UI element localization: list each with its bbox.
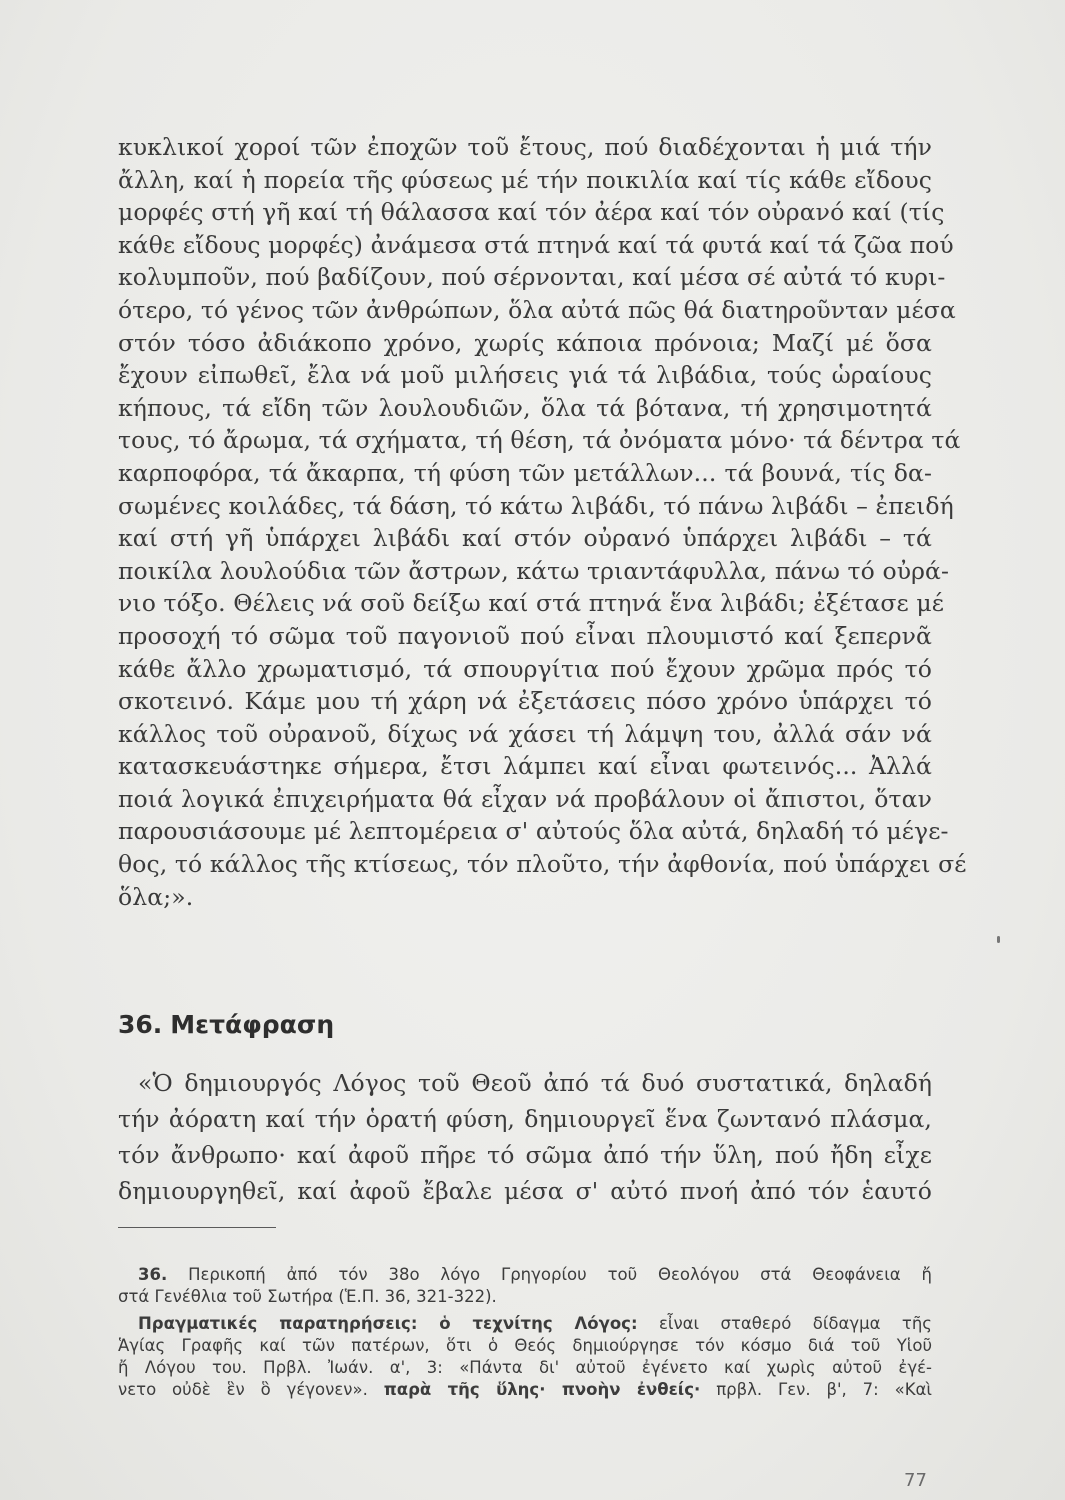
text-line: κήπους, τά εἴδη τῶν λουλουδιῶν, ὅλα τά βότανα, τή χρησιμοτητά: [118, 393, 932, 422]
footnote-text: πρβλ. Γεν. β', 7: «Καὶ: [716, 1380, 933, 1400]
footnotes: [118, 1264, 932, 1402]
footnote-line: στά Γενέθλια τοῦ Σωτήρα (Ἑ.Π. 36, 321-322).: [118, 1287, 497, 1307]
text-line: κάθε εἴδους μορφές) ἀνάμεσα στά πτηνά καί τά φυτά καί τά ζῶα πού: [118, 230, 954, 259]
text-line: ὅλα;».: [118, 882, 194, 911]
text-line: καρποφόρα, τά ἄκαρπα, τή φύση τῶν μετάλλων... τά βουνά, τίς δα-: [118, 458, 932, 487]
text-line: καί στή γῆ ὑπάρχει λιβάδι καί στόν οὐρανό ὑπάρχει λιβάδι – τά: [118, 524, 932, 553]
text-line: προσοχή τό σῶμα τοῦ παγονιοῦ πού εἶναι πλουμιστό καί ξεπερνᾶ: [118, 621, 932, 650]
text-line: τους, τό ἄρωμα, τά σχήματα, τή θέση, τά ὀνόματα μόνο· τά δέντρα τά: [118, 426, 961, 455]
text-line: ἄλλη, καί ἡ πορεία τῆς φύσεως μέ τήν ποικιλία καί τίς κάθε εἴδους: [118, 165, 932, 194]
text-line: νιο τόξο. Θέλεις νά σοῦ δείξω καί στά πτηνά ἕνα λιβάδι; ἐξέτασε μέ: [118, 589, 944, 618]
text-line: ποιά λογικά ἐπιχειρήματα θά εἶχαν νά προβάλουν οἱ ἄπιστοι, ὅταν: [118, 784, 932, 813]
page-number: 77: [904, 1470, 927, 1491]
text-line: σκοτεινό. Κάμε μου τή χάρη νά ἐξετάσεις πόσο χρόνο ὑπάρχει τό: [118, 687, 932, 716]
footnote-line: [118, 1264, 932, 1286]
footnote-text: Περικοπή ἀπό τόν 38ο λόγο Γρηγορίου τοῦ Θεολόγου στά Θεοφάνεια ἤ: [188, 1265, 932, 1284]
footnote-bold: παρὰ τῆς ὕλης· πνοὴν ἐνθείς·: [383, 1380, 701, 1400]
text-line: τόν ἄνθρωπο· καί ἀφοῦ πῆρε τό σῶμα ἀπό τήν ὕλη, πού ἤδη εἶχε: [118, 1141, 932, 1169]
text-line: κατασκευάστηκε σήμερα, ἔτσι λάμπει καί εἶναι φωτεινός... Ἀλλά: [118, 752, 932, 781]
footnote-number: 36.: [138, 1265, 168, 1284]
text-line: μορφές στή γῆ καί τή θάλασσα καί τόν ἀέρα καί τόν οὐρανό καί (τίς: [118, 198, 945, 227]
footnote-line: [118, 1313, 932, 1335]
translation-text: [118, 1065, 932, 1209]
text-line: σωμένες κοιλάδες, τά δάση, τό κάτω λιβάδι, τό πάνω λιβάδι – ἐπειδή: [118, 491, 954, 520]
footnote-text: εἶναι σταθερό δίδαγμα τῆς: [658, 1313, 932, 1333]
section-number: 36.: [118, 1010, 163, 1039]
section-heading: [118, 1010, 334, 1039]
footnote-text: νετο οὐδὲ ἓν ὃ γέγονεν».: [118, 1380, 368, 1400]
text-line: ότερο, τό γένος τῶν ἀνθρώπων, ὅλα αὐτά πῶς θά διατηροῦνταν μέσα: [118, 295, 956, 324]
print-speck: [997, 936, 1000, 943]
text-line: κάθε ἄλλο χρωματισμό, τά σπουργίτια πού ἔχουν χρῶμα πρός τό: [118, 654, 932, 683]
text-line: τήν ἀόρατη καί τήν ὁρατή φύση, δημιουργεῖ ἕνα ζωντανό πλάσμα,: [118, 1105, 932, 1133]
body-text: [118, 131, 967, 913]
footnote-bold: Πραγματικές παρατηρήσεις: ὁ τεχνίτης Λόγος:: [138, 1313, 638, 1333]
footnote-line: [118, 1379, 932, 1401]
text-line: θος, τό κάλλος τῆς κτίσεως, τόν πλοῦτο, τήν ἀφθονία, πού ὑπάρχει σέ: [118, 850, 967, 879]
text-line: δημιουργηθεῖ, καί ἀφοῦ ἔβαλε μέσα σ' αὐτό πνοή ἀπό τόν ἑαυτό: [118, 1177, 932, 1205]
text-line: κάλλος τοῦ οὐρανοῦ, δίχως νά χάσει τή λάμψη του, ἀλλά σάν νά: [118, 719, 932, 748]
text-line: κολυμποῦν, πού βαδίζουν, πού σέρνονται, καί μέσα σέ αὐτά τό κυρι-: [118, 263, 946, 292]
text-line: «Ὁ δημιουργός Λόγος τοῦ Θεοῦ ἀπό τά δυό συστατικά, δηλαδή: [138, 1069, 932, 1097]
footnote-line: Ἁγίας Γραφῆς καί τῶν πατέρων, ὅτι ὁ Θεός δημιούργησε τόν κόσμο διά τοῦ Υἱοῦ: [118, 1335, 932, 1355]
text-line: στόν τόσο ἀδιάκοπο χρόνο, χωρίς κάποια πρόνοια; Μαζί μέ ὅσα: [118, 328, 932, 357]
text-line: ποικίλα λουλούδια τῶν ἄστρων, κάτω τριαντάφυλλα, πάνω τό οὐρά-: [118, 556, 950, 585]
section-title: Μετάφραση: [170, 1010, 335, 1039]
footnote-rule: [118, 1227, 276, 1228]
footnote-line: ἤ Λόγου του. Πρβλ. Ἰωάν. α', 3: «Πάντα δι' αὐτοῦ ἐγένετο καί χωρὶς αὐτοῦ ἐγέ-: [118, 1358, 932, 1378]
text-line: κυκλικοί χοροί τῶν ἐποχῶν τοῦ ἔτους, πού διαδέχονται ἡ μιά τήν: [118, 133, 932, 161]
text-line: ἔχουν εἰπωθεῖ, ἔλα νά μοῦ μιλήσεις γιά τά λιβάδια, τούς ὡραίους: [118, 361, 932, 390]
text-line: παρουσιάσουμε μέ λεπτομέρεια σ' αὐτούς ὅλα αὐτά, δηλαδή τό μέγε-: [118, 817, 949, 846]
